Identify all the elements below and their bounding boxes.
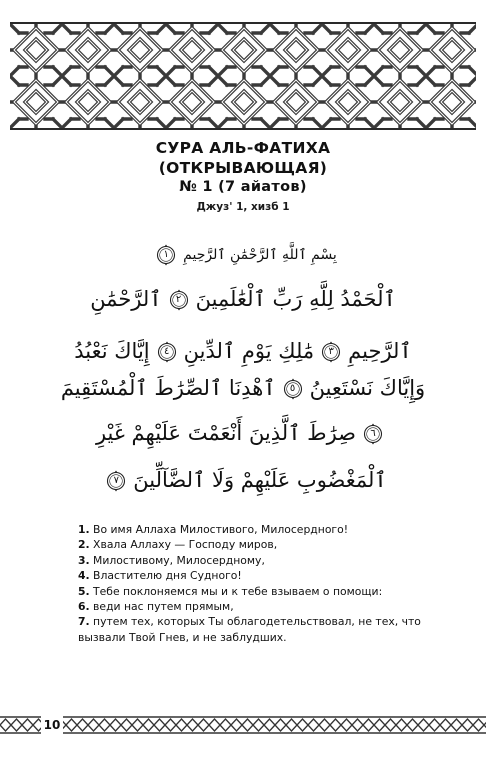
translation-verse: 6. веди нас путем прямым, bbox=[78, 600, 234, 614]
translation-verse: 5. Тебе поклоняемся мы и к тебе взываем о помощи: bbox=[78, 584, 383, 598]
footer-ornament-band bbox=[0, 714, 486, 736]
ayah-marker-icon: ٣ bbox=[320, 341, 342, 363]
surah-title: СУРА АЛЬ-ФАТИХА bbox=[155, 139, 331, 157]
ornamental-header-banner bbox=[10, 22, 476, 130]
ayah-marker-icon: ٤ bbox=[156, 341, 178, 363]
ayah-marker-icon: ٧ bbox=[105, 470, 127, 492]
surah-number: № 1 (7 айатов) bbox=[179, 179, 307, 195]
ayah-line-4: ٦ صِرَٰطَ ٱلَّذِينَ أَنْعَمْتَ عَلَيْهِمْ غَيْرِ bbox=[0, 418, 486, 448]
ayah-line-3: وَإِيَّاكَ نَسْتَعِينُ ٥ ٱهْدِنَا ٱلصِّرَٰطَ ٱلْمُسْتَقِيمَ bbox=[60, 376, 426, 400]
surah-subtitle: (ОТКРЫВАЮЩАЯ) bbox=[158, 159, 328, 177]
ayah-line-2: ٱلرَّحِيمِ ٣ مَٰلِكِ يَوْمِ ٱلدِّينِ ٤ إِيَّاكَ نَعْبُدُ bbox=[74, 339, 412, 363]
translation-verse: 3. Милостивому, Милосердному, bbox=[78, 553, 265, 567]
ayah-marker-icon: ١ bbox=[155, 244, 177, 266]
translation-verse: 2. Хвала Аллаху — Господу миров, bbox=[78, 538, 278, 552]
page-number: 10 bbox=[41, 716, 63, 734]
ayah-line-1: ٱلْحَمْدُ لِلَّهِ رَبِّ ٱلْعَٰلَمِينَ ٢ ٱلرَّحْمَٰنِ bbox=[90, 287, 396, 311]
translation-verse: 7. путем тех, которых Ты облагодетельствовал, не тех, что вызвали Твой Гнев, и не заблудших. bbox=[78, 615, 421, 644]
basmala-line bbox=[0, 244, 486, 266]
ayah-marker-icon: ٦ bbox=[362, 423, 384, 445]
girih-pattern-icon bbox=[10, 24, 476, 128]
ayah-line-5: ٱلْمَغْضُوبِ عَلَيْهِمْ وَلَا ٱلضَّآلِّينَ ٧ bbox=[0, 465, 486, 495]
juz-hizb-label: Джуз' 1, хизб 1 bbox=[196, 201, 290, 213]
basmala-text: بِسْمِ ٱللَّهِ ٱلرَّحْمَٰنِ ٱلرَّحِيمِ bbox=[183, 247, 337, 263]
ayah-marker-icon: ٥ bbox=[282, 378, 304, 400]
translation-block bbox=[78, 522, 438, 645]
ayah-marker-icon: ٢ bbox=[168, 289, 190, 311]
surah-title-block bbox=[0, 138, 486, 214]
translation-verse: 4. Властителю дня Судного! bbox=[78, 569, 242, 583]
translation-verse: 1. Во имя Аллаха Милостивого, Милосердного! bbox=[78, 523, 349, 536]
footer-pattern-icon bbox=[0, 714, 486, 736]
